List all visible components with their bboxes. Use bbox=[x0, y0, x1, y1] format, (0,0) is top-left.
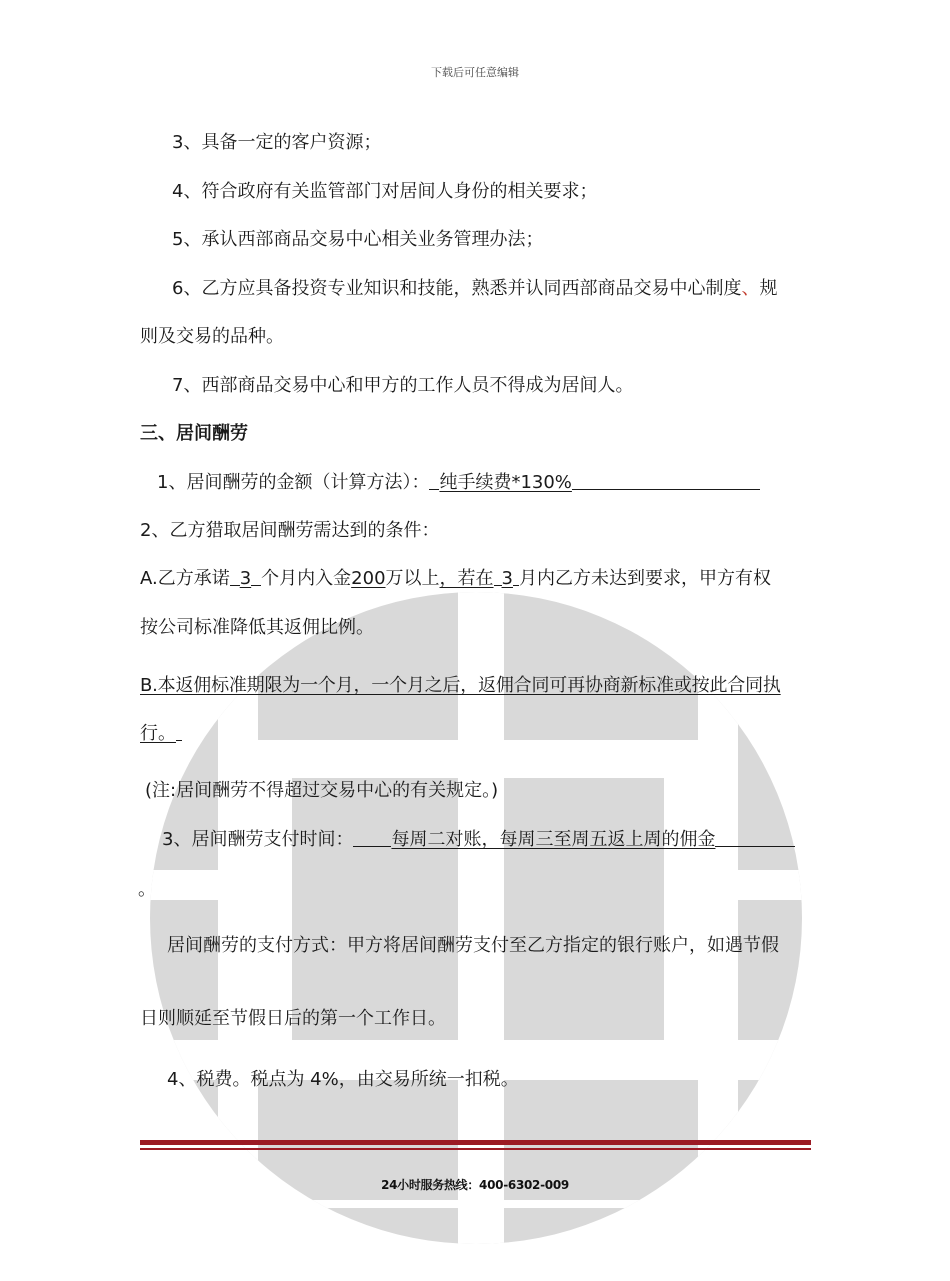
fee-amount-label: 1、居间酬劳的金额（计算方法）： bbox=[157, 472, 430, 493]
requirement-item-7: 7、西部商品交易中心和甲方的工作人员不得成为居间人。 bbox=[172, 375, 634, 396]
payment-method: 居间酬劳的支付方式：甲方将居间酬劳支付至乙方指定的银行账户，如遇节假 bbox=[167, 935, 779, 956]
condition-a-continuation: 按公司标准降低其返佣比例。 bbox=[140, 617, 374, 638]
footer-rule-thick bbox=[140, 1140, 811, 1145]
requirement-item-6-separator: 、 bbox=[741, 278, 760, 299]
condition-a-text-1: A.乙方承诺 bbox=[140, 568, 230, 589]
condition-a bbox=[140, 567, 771, 591]
condition-title: 2、乙方猎取居间酬劳需达到的条件： bbox=[140, 520, 440, 541]
requirement-item-6-tail: 规 bbox=[759, 278, 778, 299]
footer-hotline: 24小时服务热线：400-6302-009 bbox=[381, 1178, 569, 1192]
condition-a-text-5: 月内乙方未达到要求，甲方有权 bbox=[518, 568, 771, 589]
requirement-item-4: 4、符合政府有关监管部门对居间人身份的相关要求； bbox=[172, 181, 598, 202]
requirement-item-6 bbox=[172, 277, 777, 301]
condition-b-continuation bbox=[140, 722, 182, 746]
requirement-item-3: 3、具备一定的客户资源； bbox=[172, 132, 382, 153]
tax-item: 4、税费。税点为 4%，由交易所统一扣税。 bbox=[167, 1069, 519, 1090]
payment-time-line bbox=[162, 828, 795, 852]
condition-a-months-2: 3 bbox=[501, 568, 513, 589]
fee-amount-value: 纯手续费*130% bbox=[439, 472, 572, 493]
condition-a-text-2: 个月内入金 bbox=[261, 568, 352, 589]
footer-rule-thin bbox=[140, 1148, 811, 1150]
fee-amount-line bbox=[157, 471, 760, 495]
note: (注:居间酬劳不得超过交易中心的有关规定。) bbox=[145, 780, 499, 801]
requirement-item-5: 5、承认西部商品交易中心相关业务管理办法； bbox=[172, 229, 544, 250]
payment-time-end: 。 bbox=[138, 879, 156, 900]
payment-time-label: 3、居间酬劳支付时间： bbox=[162, 829, 354, 850]
condition-a-amount: 200 bbox=[351, 568, 386, 589]
condition-b-end: 行。 bbox=[140, 723, 176, 744]
payment-method-continuation: 日则顺延至节假日后的第一个工作日。 bbox=[140, 1008, 446, 1029]
payment-time-value: 每周二对账，每周三至周五返上周的佣金 bbox=[391, 829, 716, 850]
requirement-item-6-text: 6、乙方应具备投资专业知识和技能，熟悉并认同西部商品交易中心制度 bbox=[172, 278, 742, 299]
section-title: 三、居间酬劳 bbox=[140, 423, 248, 444]
condition-a-text-4: ，若在 bbox=[439, 568, 494, 589]
condition-a-text-3: 万以上 bbox=[385, 568, 440, 589]
requirement-item-6-continuation: 则及交易的品种。 bbox=[140, 326, 284, 347]
condition-b: B.本返佣标准期限为一个月，一个月之后，返佣合同可再协商新标准或按此合同执 bbox=[140, 675, 781, 696]
page-header: 下载后可任意编辑 bbox=[431, 66, 519, 79]
condition-a-months: 3 bbox=[239, 568, 252, 589]
